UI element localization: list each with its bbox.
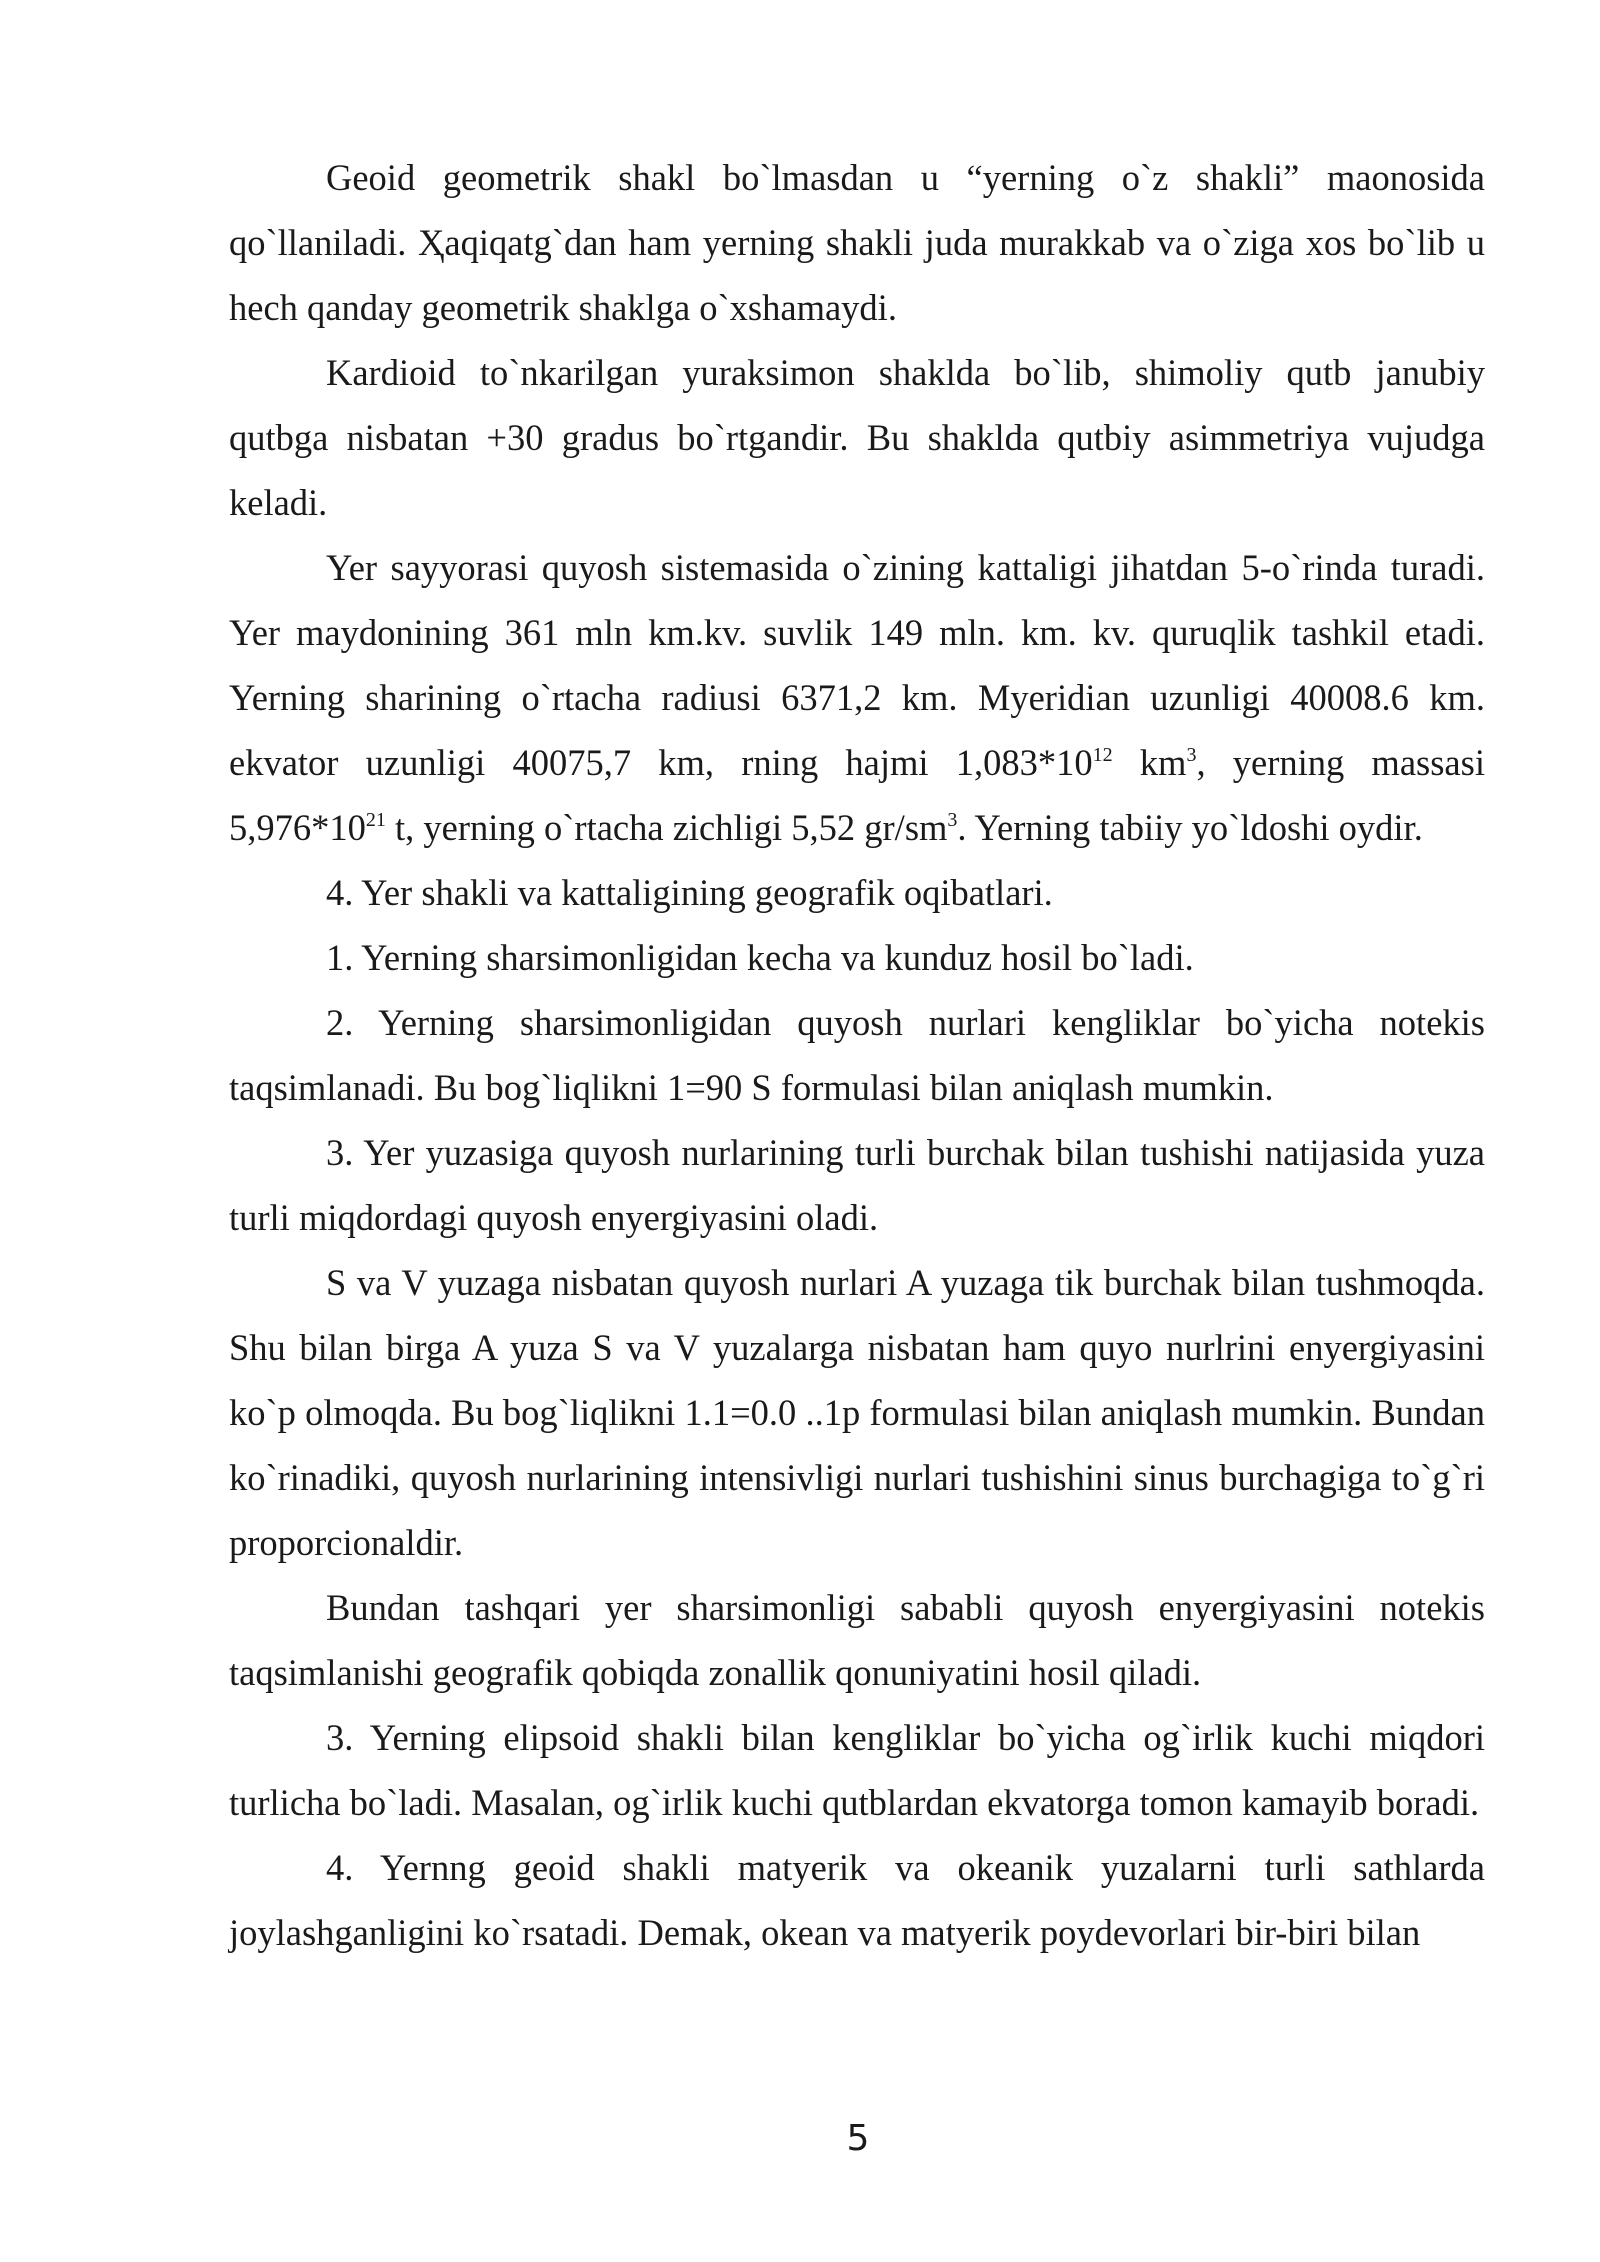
earth-size-text-d: t, yerning o`rtacha zichligi 5,52 gr/sm [385,807,948,848]
exponent-mass: 21 [365,809,386,831]
list-item-3: 3. Yer yuzasiga quyosh nurlarining turli burchak bilan tushishi natijasida yuza turli miqdordagi quyosh enyergiyasini oladi. [229,1132,1485,1238]
paragraph-zonality: Bundan tashqari yer sharsimonligi sababli quyosh enyergiyasini notekis taqsimlanishi geografik qobiqda zonallik qonuniyatini hosil qiladi. [229,1587,1485,1693]
earth-size-text-b: km [1112,742,1187,783]
paragraph-kardioid: Kardioid to`nkarilgan yuraksimon shaklda bo`lib, shimoliy qutb janubiy qutbga nisbatan +30 gradus bo`rtgandir. Bu shaklda qutbiy asimmetriya vujudga keladi. [229,352,1485,523]
paragraph-surfaces: S va V yuzaga nisbatan quyosh nurlari A yuzaga tik burchak bilan tushmoqda. Shu bilan birga A yuza S va V yuzalarga nisbatan ham quyo nurlrini enyergiyasini ko`p olmoqda. Bu bog`liqlikni 1.1=0.0 ..1p formulasi bilan aniqlash mumkin. Bundan ko`rinadiki, quyosh nurlarining intensivligi nurlari tushishini sinus burchagiga to`g`ri proporcionaldir. [229,1262,1485,1563]
exponent-density: 3 [947,809,958,831]
list-item-3-ellipsoid: 3. Yerning elipsoid shakli bilan kengliklar bo`yicha og`irlik kuchi miqdori turlicha bo`ladi. Masalan, og`irlik kuchi qutblardan ekvatorga tomon kamayib boradi. [229,1717,1485,1823]
paragraph-geoid: Geoid geometrik shakl bo`lmasdan u “yerning o`z shakli” maonosida qo`llaniladi. Ҳaqiqatg`dan ham yerning shakli juda murakkab va o`ziga xos bo`lib u hech qanday geometrik shaklga o`xshamaydi. [229,157,1485,328]
exponent-volume: 12 [1092,744,1113,766]
page-number: 5 [846,2118,870,2159]
earth-size-text-c: , yerning massasi 5,976*10 [229,742,1485,848]
list-item-4-geoid: 4. Yernng geoid shakli matyerik va okeanik yuzalarni turli sathlarda joylashganligini ko`rsatadi. Demak, okean va matyerik poydevorlari bir-biri bilan [229,1847,1485,1953]
list-item-2: 2. Yerning sharsimonligidan quyosh nurlari kengliklar bo`yicha notekis taqsimlanadi. Bu bog`liqlikni 1=90 S formulasi bilan aniqlash mumkin. [229,1002,1485,1108]
document-page [229,145,1485,1965]
section-heading: 4. Yer shakli va kattaligining geografik oqibatlari. [326,872,1053,913]
exponent-cubic: 3 [1186,744,1197,766]
list-item-1: 1. Yerning sharsimonligidan kecha va kunduz hosil bo`ladi. [326,937,1194,978]
paragraph-earth-size [229,535,1485,860]
earth-size-text-e: . Yerning tabiiy yo`ldoshi oydir. [957,807,1423,848]
earth-size-text-a: Yer sayyorasi quyosh sistemasida o`zining kattaligi jihatdan 5-o`rinda turadi. Yer maydonining 361 mln km.kv. suvlik 149 mln. km. kv. quruqlik tashkil etadi. Yerning sharining o`rtacha radiusi 6371,2 km. Myeridian uzunligi 40008.6 km. ekvator uzunligi 40075,7 km, rning hajmi 1,083*10 [229,547,1485,783]
